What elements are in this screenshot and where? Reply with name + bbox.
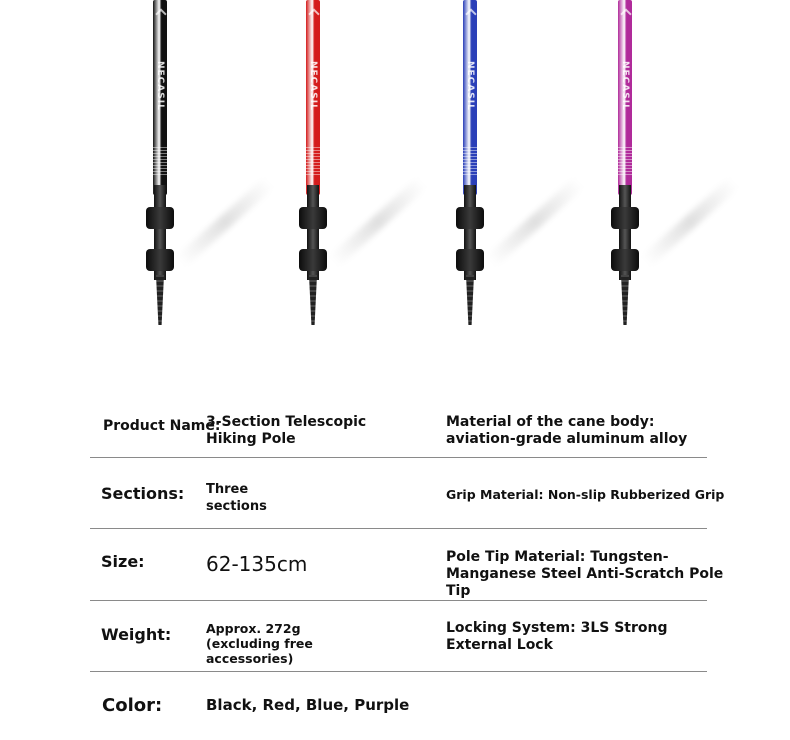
pole-tip [466, 275, 474, 325]
lock-clamp [146, 249, 174, 271]
pole-tip [156, 275, 164, 325]
spec-label: Weight: [101, 625, 172, 644]
pole-shadow [641, 177, 740, 268]
pole-shadow [176, 177, 275, 268]
brand-logo: NECASIL [308, 60, 318, 111]
lock-clamp [146, 207, 174, 229]
divider [90, 600, 707, 601]
spec-value: 3-Section Telescopic Hiking Pole [206, 414, 367, 447]
divider [90, 457, 707, 458]
trekking-pole-black [140, 0, 180, 340]
pole-tip [621, 275, 629, 325]
spec-label: Product Name: [103, 418, 221, 434]
trekking-pole-red [293, 0, 333, 340]
brand-logo: NECASIL [620, 60, 630, 111]
brand-logo: NECASIL [155, 60, 165, 111]
spec-value: Black, Red, Blue, Purple [206, 696, 410, 714]
spec-detail: Grip Material: Non-slip Rubberized Grip [446, 487, 725, 502]
spec-value: 62-135cm [206, 552, 308, 576]
spec-detail: Pole Tip Material: Tungsten-Manganese Steel Anti-Scratch Pole Tip [446, 549, 724, 599]
trekking-pole-purple [605, 0, 645, 340]
pole-pattern [153, 145, 167, 175]
spec-detail: Material of the cane body: aviation-grade aluminum alloy [446, 414, 688, 447]
divider [90, 528, 707, 529]
pole-tip [309, 275, 317, 325]
brand-logo: NECASIL [465, 60, 475, 111]
pole-pattern [463, 145, 477, 175]
lock-clamp [611, 249, 639, 271]
lock-clamp [299, 207, 327, 229]
lock-clamp [456, 249, 484, 271]
spec-label: Sections: [101, 484, 185, 503]
spec-detail: Locking System: 3LS Strong External Lock [446, 620, 668, 653]
spec-value: Approx. 272g (excluding free accessories) [206, 621, 313, 666]
divider [90, 671, 707, 672]
pole-shadow [486, 177, 585, 268]
pole-pattern [618, 145, 632, 175]
spec-label: Size: [101, 552, 145, 571]
spec-value: Three sections [206, 482, 267, 514]
lock-clamp [611, 207, 639, 229]
spec-label: Color: [102, 695, 163, 716]
pole-pattern [306, 145, 320, 175]
pole-shadow [329, 177, 428, 268]
lock-clamp [456, 207, 484, 229]
trekking-pole-blue [450, 0, 490, 340]
lock-clamp [299, 249, 327, 271]
